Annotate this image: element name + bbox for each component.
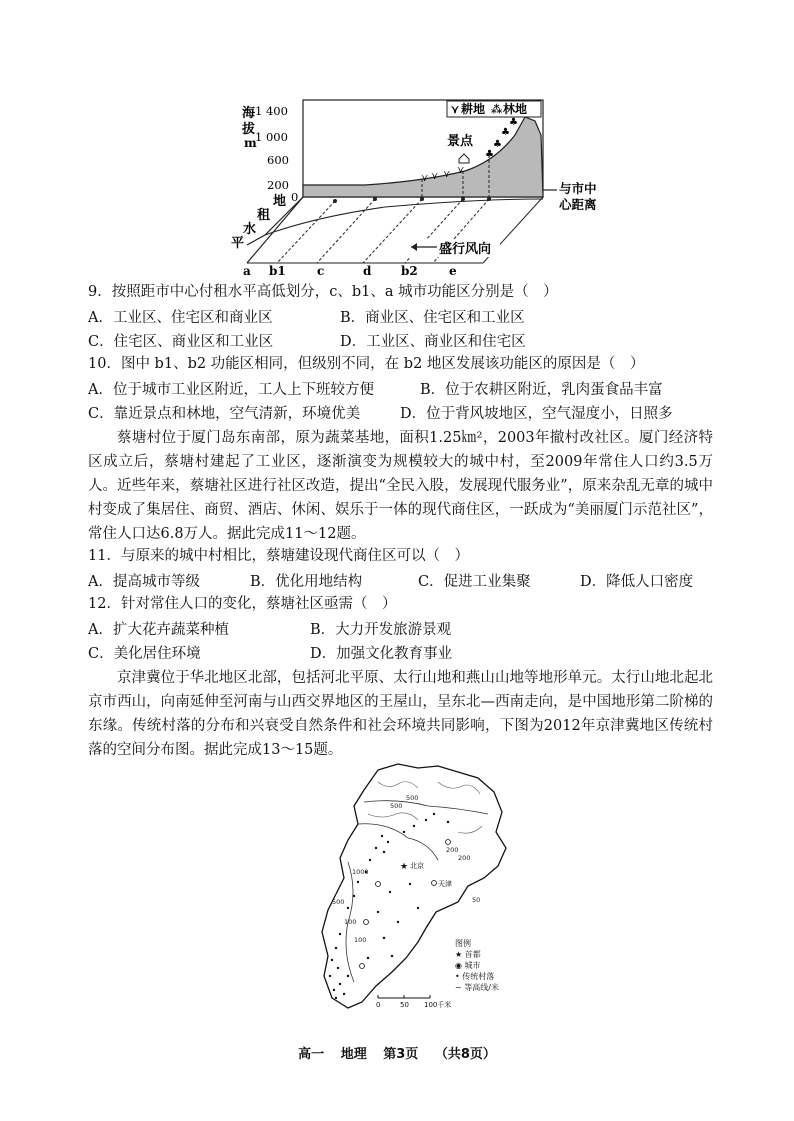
rent-char-2: 租 bbox=[257, 208, 271, 223]
svg-text:♣: ♣ bbox=[509, 117, 518, 128]
contour-label-2: 1000 bbox=[352, 868, 369, 876]
q9-option-d: D．工业区、商业区和住宅区 bbox=[340, 334, 526, 350]
contour-label-9: 100 bbox=[354, 936, 367, 944]
rent-char-1: 地 bbox=[273, 194, 287, 209]
y-tick-600: 600 bbox=[267, 153, 289, 167]
q10-option-d: D．位于背风坡地区，空气湿度小，日照多 bbox=[400, 406, 673, 422]
svg-text:♣: ♣ bbox=[501, 127, 510, 138]
legend-capital-row bbox=[455, 949, 499, 960]
rent-elevation-diagram bbox=[225, 95, 625, 275]
contour-line-icon: ~ bbox=[455, 983, 465, 992]
legend-farmland: 耕地 bbox=[461, 102, 486, 116]
q11-option-c: C．促进工业集聚 bbox=[418, 574, 531, 590]
q11-option-d: D．降低人口密度 bbox=[580, 574, 694, 590]
legend-contour-row bbox=[455, 982, 499, 993]
city-circle-icon: ◉ bbox=[455, 961, 465, 970]
capital-star-icon: ★ bbox=[455, 950, 465, 959]
question-10-stem: 10．图中 b1、b2 功能区相同，但级别不同，在 b2 地区发展该功能区的原因是（ ） bbox=[88, 356, 645, 372]
passage-caitang bbox=[88, 426, 713, 546]
footer-subject: 地理 bbox=[340, 1047, 367, 1062]
svg-text:⁂: ⁂ bbox=[491, 103, 503, 116]
contour-label-1: 500 bbox=[390, 802, 403, 810]
wind-direction-label: 盛行风向 bbox=[439, 242, 492, 257]
contour-label-7: 50 bbox=[472, 896, 481, 904]
footer-grade: 高一 bbox=[298, 1047, 325, 1062]
q12-option-a: A．扩大花卉蔬菜种植 bbox=[88, 622, 229, 638]
q12-option-d: D．加强文化教育事业 bbox=[310, 646, 453, 662]
contour-label-3: 200 bbox=[458, 854, 471, 862]
legend-city-row bbox=[455, 960, 499, 971]
x-axis-label-2: 心距离 bbox=[559, 197, 597, 212]
footer-total: （共8页） bbox=[434, 1047, 496, 1062]
svg-text:★: ★ bbox=[400, 862, 409, 872]
legend-city: 城市 bbox=[464, 961, 481, 970]
legend-title: 图例 bbox=[455, 939, 471, 948]
question-12-stem: 12．针对常住人口的变化，蔡塘社区亟需（ ） bbox=[88, 596, 397, 612]
q9-option-c: C．住宅区、商业区和工业区 bbox=[88, 334, 274, 350]
scale-tick-0: 0 bbox=[376, 1001, 381, 1009]
question-11-stem: 11．与原来的城中村相比，蔡塘建设现代商住区可以（ ） bbox=[88, 548, 469, 564]
scenic-spot-label: 景点 bbox=[447, 134, 474, 149]
passage-jingjinji-text: 京津冀位于华北地区北部，包括河北平原、太行山地和燕山山地等地形单元。太行山地北起北京市西山，向南延伸至河南与山西交界地区的王屋山，呈东北—西南走向，是中国地形第二阶梯的东缘。传统村落的分布和兴衰受自然条件和社会环境共同影响，下图为2012年京津冀地区传统村落的空间分布图。据此完成13～15题。 bbox=[88, 670, 713, 758]
zone-b1: b1 bbox=[269, 264, 286, 275]
footer-page: 第3页 bbox=[383, 1047, 419, 1062]
q10-option-b: B．位于农耕区附近，乳肉蛋食品丰富 bbox=[420, 382, 663, 398]
scale-tick-100: 100千米 bbox=[424, 1001, 452, 1009]
svg-text:⋎: ⋎ bbox=[443, 169, 451, 180]
y-axis-char-1: 海 bbox=[242, 106, 256, 121]
scale-tick-50: 50 bbox=[400, 1001, 409, 1009]
legend-forest: 林地 bbox=[503, 102, 528, 116]
passage-caitang-text: 蔡塘村位于厦门岛东南部，原为蔬菜基地，面积1.25㎞²，2003年撤村改社区。厦门经济特区成立后，蔡塘村建起了工业区，逐渐演变为规模较大的城中村，至2009年常住人口约3.5万人。近些年来，蔡塘社区进行社区改造，提出“全民入股，发展现代服务业”，原来杂乱无章的城中村变成了集居住、商贸、酒店、休闲、娱乐于一体的现代商住区，一跃成为“美丽厦门示范社区”，常住人口达6.8万人。据此完成11～12题。 bbox=[88, 430, 713, 542]
svg-text:♣: ♣ bbox=[485, 149, 494, 160]
q12-option-c: C．美化居住环境 bbox=[88, 646, 201, 662]
q9-option-a: A．工业区、住宅区和商业区 bbox=[88, 310, 273, 326]
q12-option-b: B．大力开发旅游景观 bbox=[310, 622, 452, 638]
map-legend bbox=[455, 938, 499, 993]
map-city-beijing: 北京 bbox=[410, 862, 424, 870]
q10-option-c: C．靠近景点和林地，空气清新，环境优美 bbox=[88, 406, 361, 422]
q9-option-b: B．商业区、住宅区和工业区 bbox=[340, 310, 525, 326]
svg-text:♣: ♣ bbox=[493, 139, 502, 150]
question-9-stem: 9．按照距市中心付租水平高低划分，c、b1、a 城市功能区分别是（ ） bbox=[88, 284, 558, 300]
y-axis-char-3: m bbox=[244, 136, 257, 150]
y-tick-200: 200 bbox=[267, 178, 289, 192]
zone-c: c bbox=[317, 264, 325, 275]
zone-e: e bbox=[449, 264, 457, 275]
map-city-tianjin: 天津 bbox=[438, 880, 452, 888]
y-tick-1000: 1 000 bbox=[255, 130, 288, 144]
legend-contour: 等高线/米 bbox=[464, 983, 499, 992]
svg-text:⋎: ⋎ bbox=[431, 171, 439, 182]
rent-char-4: 平 bbox=[231, 236, 245, 251]
contour-label-8: 500 bbox=[332, 898, 345, 906]
rent-char-3: 水 bbox=[243, 222, 257, 237]
svg-text:⋎: ⋎ bbox=[457, 165, 465, 176]
zone-d: d bbox=[363, 264, 372, 275]
y-axis-char-2: 拔 bbox=[242, 122, 256, 137]
zone-b2: b2 bbox=[401, 264, 418, 275]
y-tick-0: 0 bbox=[291, 190, 299, 204]
page-footer bbox=[0, 1043, 794, 1062]
svg-text:⋎: ⋎ bbox=[451, 103, 460, 116]
contour-label-4: 500 bbox=[406, 794, 419, 802]
passage-jingjinji bbox=[88, 666, 713, 762]
y-tick-1400: 1 400 bbox=[255, 104, 288, 118]
q10-option-a: A．位于城市工业区附近，工人上下班较方便 bbox=[88, 382, 374, 398]
legend-village: 传统村落 bbox=[462, 972, 495, 981]
q11-option-b: B．优化用地结构 bbox=[250, 574, 363, 590]
village-dot-icon: • bbox=[455, 972, 463, 981]
q11-option-a: A．提高城市等级 bbox=[88, 574, 200, 590]
contour-label-6: 100 bbox=[344, 918, 357, 926]
legend-capital: 首都 bbox=[464, 950, 481, 959]
zone-a: a bbox=[243, 264, 251, 275]
legend-village-row bbox=[455, 971, 499, 982]
contour-label-5: 200 bbox=[446, 846, 459, 854]
svg-text:⋎: ⋎ bbox=[421, 173, 429, 184]
x-axis-label-1: 与市中 bbox=[559, 181, 597, 196]
